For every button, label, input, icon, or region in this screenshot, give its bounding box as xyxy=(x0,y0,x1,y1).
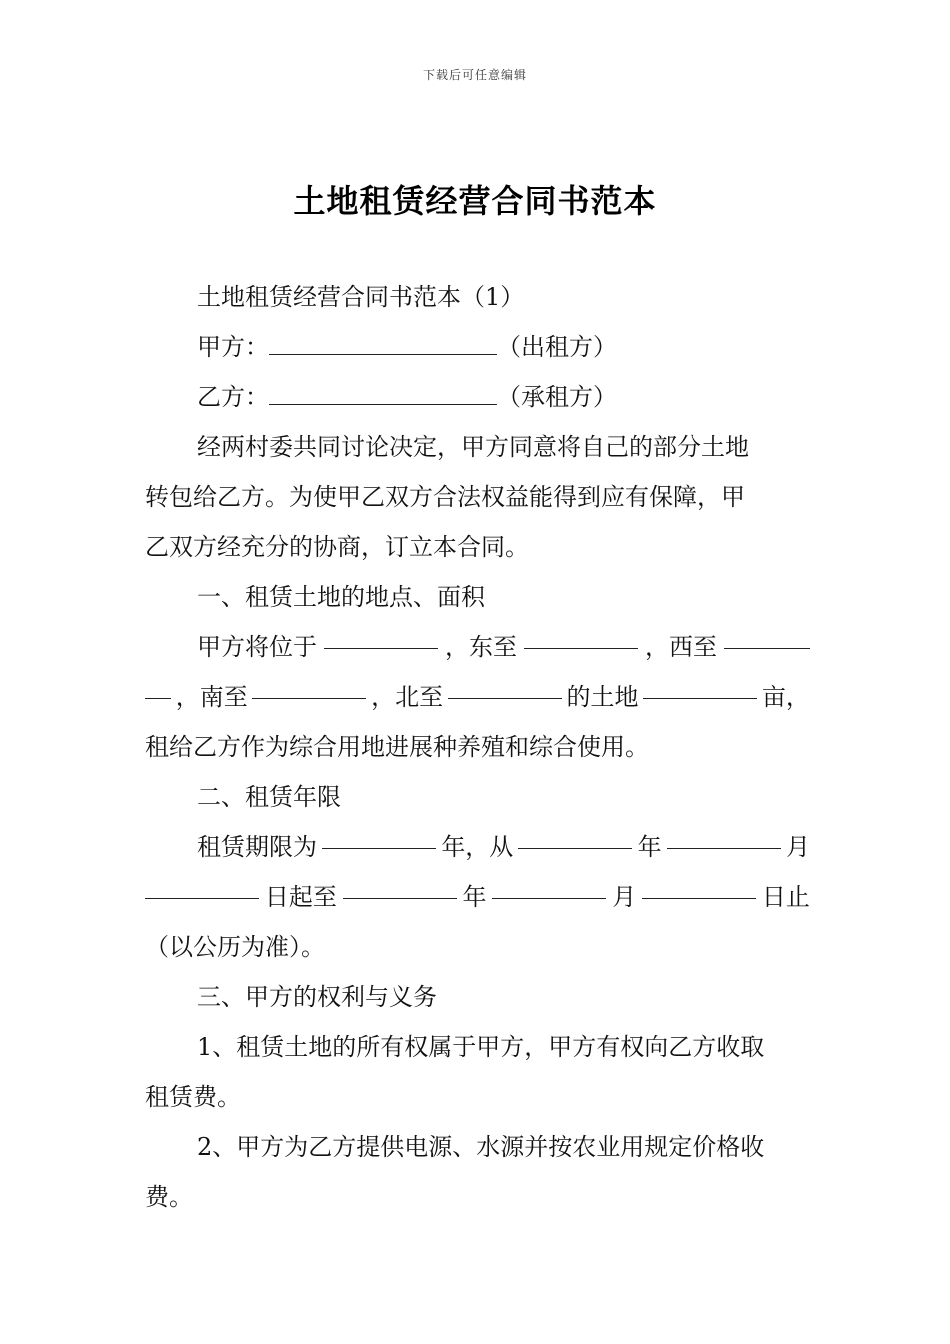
party-b-blank[interactable] xyxy=(269,378,497,405)
clause1-line: 1、租赁土地的所有权属于甲方，甲方有权向乙方收取 xyxy=(197,1033,765,1061)
term-years-blank[interactable] xyxy=(322,822,436,849)
section3-heading: 三、甲方的权利与义务 xyxy=(197,983,437,1011)
section2-text: 年 xyxy=(637,833,662,861)
intro-line: 乙双方经充分的协商，订立本合同。 xyxy=(145,533,529,561)
clause2-line: 2、甲方为乙方提供电源、水源并按农业用规定价格收 xyxy=(197,1133,765,1161)
west-blank[interactable] xyxy=(724,622,810,649)
section2-line2 xyxy=(145,872,810,922)
header-note: 下载后可任意编辑 xyxy=(422,68,527,82)
end-day-blank[interactable] xyxy=(642,872,756,899)
intro-line: 经两村委共同讨论决定，甲方同意将自己的部分土地 xyxy=(197,433,749,461)
section1-heading: 一、租赁土地的地点、面积 xyxy=(197,583,485,611)
document-title: 土地租赁经营合同书范本 xyxy=(293,182,657,220)
party-b-label: 乙方： xyxy=(197,383,269,411)
section2-text: 年，从 xyxy=(441,833,514,861)
party-b-line xyxy=(145,372,810,422)
intro-line: 转包给乙方。为使甲乙双方合法权益能得到应有保障，甲 xyxy=(145,483,745,511)
location-blank[interactable] xyxy=(324,622,438,649)
end-month-blank[interactable] xyxy=(492,872,606,899)
section1-text: ，南至 xyxy=(175,683,248,711)
party-a-label: 甲方： xyxy=(197,333,269,361)
section2-line3: （以公历为准）。 xyxy=(145,933,325,961)
section2-text: 日起至 xyxy=(264,883,337,911)
section1-line1 xyxy=(145,622,810,672)
section2-text: 租赁期限为 xyxy=(197,833,317,861)
party-a-line xyxy=(145,322,810,372)
section1-text: 的土地 xyxy=(566,683,639,711)
section2-heading: 二、租赁年限 xyxy=(197,783,341,811)
section2-text: 日止 xyxy=(761,883,810,911)
clause2-line: 费。 xyxy=(145,1183,193,1211)
section1-line2 xyxy=(145,672,810,722)
document-body xyxy=(145,272,810,1222)
section2-text: 月 xyxy=(612,883,637,911)
east-blank[interactable] xyxy=(524,622,638,649)
north-blank[interactable] xyxy=(448,672,562,699)
section2-line1 xyxy=(145,822,810,872)
section1-text: ，西至 xyxy=(645,633,717,661)
west-blank-cont[interactable] xyxy=(145,672,171,699)
subtitle: 土地租赁经营合同书范本（1） xyxy=(197,283,525,311)
section1-text: ，东至 xyxy=(445,633,517,661)
clause1-line: 租赁费。 xyxy=(145,1083,241,1111)
section1-line3: 租给乙方作为综合用地进展种养殖和综合使用。 xyxy=(145,733,649,761)
section1-text: 亩， xyxy=(761,683,810,711)
area-blank[interactable] xyxy=(643,672,757,699)
party-b-role: （承租方） xyxy=(497,383,617,411)
start-month-blank[interactable] xyxy=(667,822,781,849)
party-a-blank[interactable] xyxy=(269,328,497,355)
section2-text: 年 xyxy=(462,883,487,911)
end-year-blank[interactable] xyxy=(343,872,457,899)
section2-text: 月 xyxy=(785,833,810,861)
south-blank[interactable] xyxy=(252,672,366,699)
party-a-role: （出租方） xyxy=(497,333,617,361)
start-day-blank[interactable] xyxy=(145,872,259,899)
section1-text: 甲方将位于 xyxy=(197,633,317,661)
start-year-blank[interactable] xyxy=(518,822,632,849)
section1-text: ，北至 xyxy=(371,683,444,711)
